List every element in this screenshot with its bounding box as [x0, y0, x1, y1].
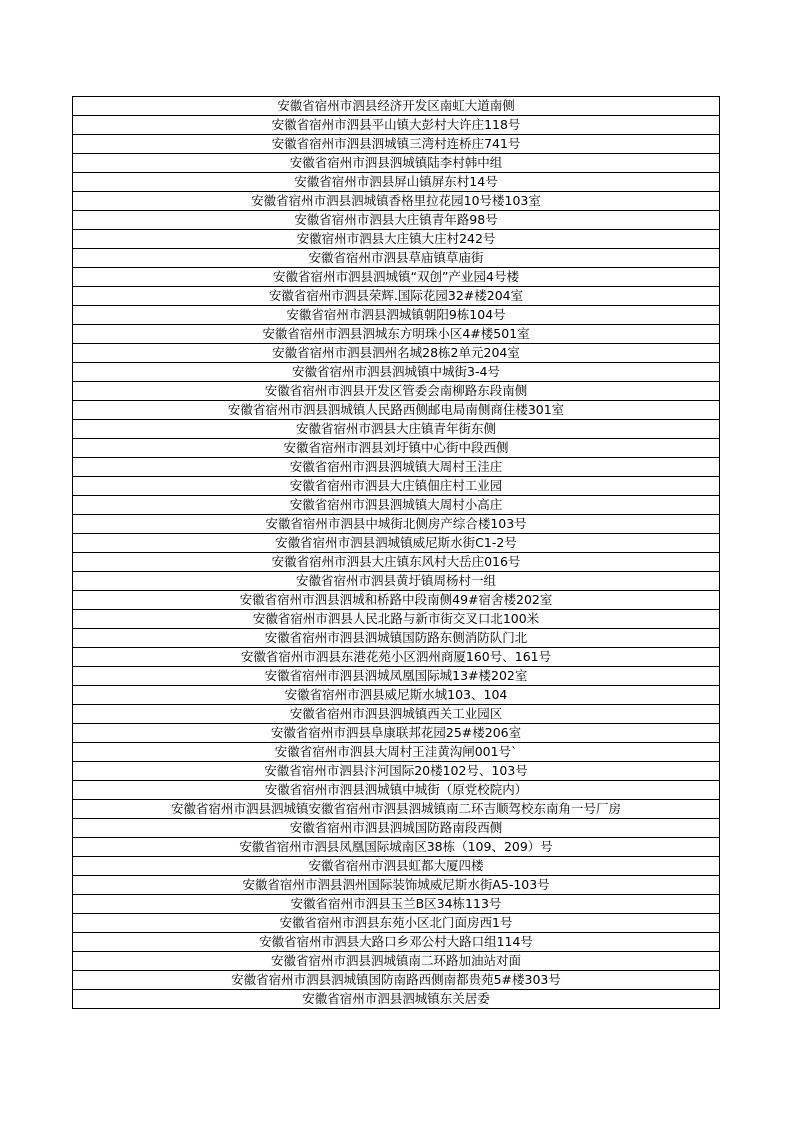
table-row	[73, 819, 720, 838]
address-table-body	[73, 97, 720, 1009]
table-row	[73, 705, 720, 724]
table-row	[73, 420, 720, 439]
table-row	[73, 914, 720, 933]
address-cell: 安徽省宿州市泗县泗城镇安徽省宿州市泗县泗城镇南二环吉顺驾校东南角一号厂房	[73, 800, 720, 819]
address-cell: 安徽省宿州市泗县黄圩镇周杨村一组	[73, 572, 720, 591]
table-row	[73, 990, 720, 1009]
table-row	[73, 496, 720, 515]
table-row	[73, 667, 720, 686]
table-row	[73, 268, 720, 287]
table-row	[73, 629, 720, 648]
table-row	[73, 724, 720, 743]
address-cell: 安徽省宿州市泗县大庄镇东风村大岳庄016号	[73, 553, 720, 572]
table-row	[73, 686, 720, 705]
address-cell: 安徽省宿州市泗县泗城镇陆李村韩中组	[73, 154, 720, 173]
table-row	[73, 173, 720, 192]
address-cell: 安徽省宿州市泗县东港花苑小区泗州商厦160号、161号	[73, 648, 720, 667]
address-cell: 安徽省宿州市泗县人民北路与新市街交叉口北100米	[73, 610, 720, 629]
address-cell: 安徽省宿州市泗县大庄镇青年街东侧	[73, 420, 720, 439]
table-row	[73, 192, 720, 211]
table-row	[73, 610, 720, 629]
address-cell: 安徽省宿州市泗县泗州国际装饰城威尼斯水街A5-103号	[73, 876, 720, 895]
address-cell: 安徽省宿州市泗县大路口乡邓公村大路口组114号	[73, 933, 720, 952]
address-cell: 安徽省宿州市泗县草庙镇草庙街	[73, 249, 720, 268]
address-cell: 安徽省宿州市泗县阜康联邦花园25#楼206室	[73, 724, 720, 743]
address-cell: 安徽省宿州市泗县虹都大厦四楼	[73, 857, 720, 876]
address-cell: 安徽省宿州市泗县荣辉.国际花园32#楼204室	[73, 287, 720, 306]
address-cell: 安徽省宿州市泗县中城街北侧房产综合楼103号	[73, 515, 720, 534]
table-row	[73, 534, 720, 553]
table-row	[73, 515, 720, 534]
address-cell: 安徽省宿州市泗县玉兰B区34栋113号	[73, 895, 720, 914]
address-table	[72, 96, 720, 1009]
table-row	[73, 572, 720, 591]
address-cell: 安徽省宿州市泗县大庄镇佃庄村工业园	[73, 477, 720, 496]
table-row	[73, 325, 720, 344]
address-cell: 安徽省宿州市泗县平山镇大彭村大许庄118号	[73, 116, 720, 135]
table-row	[73, 154, 720, 173]
table-row	[73, 477, 720, 496]
address-cell: 安徽省宿州市泗县泗城镇人民路西侧邮电局南侧商住楼301室	[73, 401, 720, 420]
address-cell: 安徽省宿州市泗县泗城镇大周村小高庄	[73, 496, 720, 515]
address-cell: 安徽省宿州市泗县泗城镇国防南路西侧南都贵苑5#楼303号	[73, 971, 720, 990]
table-row	[73, 876, 720, 895]
table-row	[73, 781, 720, 800]
table-row	[73, 952, 720, 971]
address-cell: 安徽省宿州市泗县屏山镇屏东村14号	[73, 173, 720, 192]
table-row	[73, 249, 720, 268]
table-row	[73, 382, 720, 401]
address-cell: 安徽省宿州市泗县大庄镇青年路98号	[73, 211, 720, 230]
table-row	[73, 439, 720, 458]
address-cell: 安徽省宿州市泗县泗城镇三湾村连桥庄741号	[73, 135, 720, 154]
table-row	[73, 344, 720, 363]
table-row	[73, 306, 720, 325]
table-row	[73, 591, 720, 610]
table-row	[73, 838, 720, 857]
address-cell: 安徽宿州市泗县大庄镇大庄村242号	[73, 230, 720, 249]
table-row	[73, 363, 720, 382]
address-cell: 安徽省宿州市泗县大周村王洼黄沟闸001号`	[73, 743, 720, 762]
address-cell: 安徽省宿州市泗县泗州名城28栋2单元204室	[73, 344, 720, 363]
address-cell: 安徽省宿州市泗县汴河国际20楼102号、103号	[73, 762, 720, 781]
address-cell: 安徽省宿州市泗县泗城镇威尼斯水街C1-2号	[73, 534, 720, 553]
table-row	[73, 800, 720, 819]
address-cell: 安徽省宿州市泗县泗城国防路南段西侧	[73, 819, 720, 838]
table-row	[73, 401, 720, 420]
address-cell: 安徽省宿州市泗县开发区管委会南柳路东段南侧	[73, 382, 720, 401]
address-cell: 安徽省宿州市泗县经济开发区南虹大道南侧	[73, 97, 720, 116]
address-cell: 安徽省宿州市泗县泗城镇西关工业园区	[73, 705, 720, 724]
address-cell: 安徽省宿州市泗县刘圩镇中心街中段西侧	[73, 439, 720, 458]
table-row	[73, 230, 720, 249]
address-cell: 安徽省宿州市泗县泗城镇中城街3-4号	[73, 363, 720, 382]
address-cell: 安徽省宿州市泗县泗城镇香格里拉花园10号楼103室	[73, 192, 720, 211]
address-cell: 安徽省宿州市泗县泗城镇中城街（原党校院内）	[73, 781, 720, 800]
address-cell: 安徽省宿州市泗县泗城凤凰国际城13#楼202室	[73, 667, 720, 686]
table-row	[73, 135, 720, 154]
address-cell: 安徽省宿州市泗县东苑小区北门面房西1号	[73, 914, 720, 933]
table-row	[73, 857, 720, 876]
address-cell: 安徽省宿州市泗县泗城镇南二环路加油站对面	[73, 952, 720, 971]
table-row	[73, 458, 720, 477]
table-row	[73, 762, 720, 781]
table-row	[73, 116, 720, 135]
table-row	[73, 933, 720, 952]
address-cell: 安徽省宿州市泗县泗城镇国防路东侧消防队门北	[73, 629, 720, 648]
address-cell: 安徽省宿州市泗县泗城镇“双创”产业园4号楼	[73, 268, 720, 287]
table-row	[73, 211, 720, 230]
address-cell: 安徽省宿州市泗县泗城镇大周村王洼庄	[73, 458, 720, 477]
address-cell: 安徽省宿州市泗县泗城镇朝阳9栋104号	[73, 306, 720, 325]
table-row	[73, 971, 720, 990]
table-row	[73, 648, 720, 667]
table-row	[73, 97, 720, 116]
address-cell: 安徽省宿州市泗县泗城东方明珠小区4#楼501室	[73, 325, 720, 344]
table-row	[73, 553, 720, 572]
table-row	[73, 287, 720, 306]
address-cell: 安徽省宿州市泗县凤凰国际城南区38栋（109、209）号	[73, 838, 720, 857]
address-cell: 安徽省宿州市泗县威尼斯水城103、104	[73, 686, 720, 705]
address-cell: 安徽省宿州市泗县泗城镇东关居委	[73, 990, 720, 1009]
address-cell: 安徽省宿州市泗县泗城和桥路中段南侧49#宿舍楼202室	[73, 591, 720, 610]
table-row	[73, 895, 720, 914]
table-row	[73, 743, 720, 762]
